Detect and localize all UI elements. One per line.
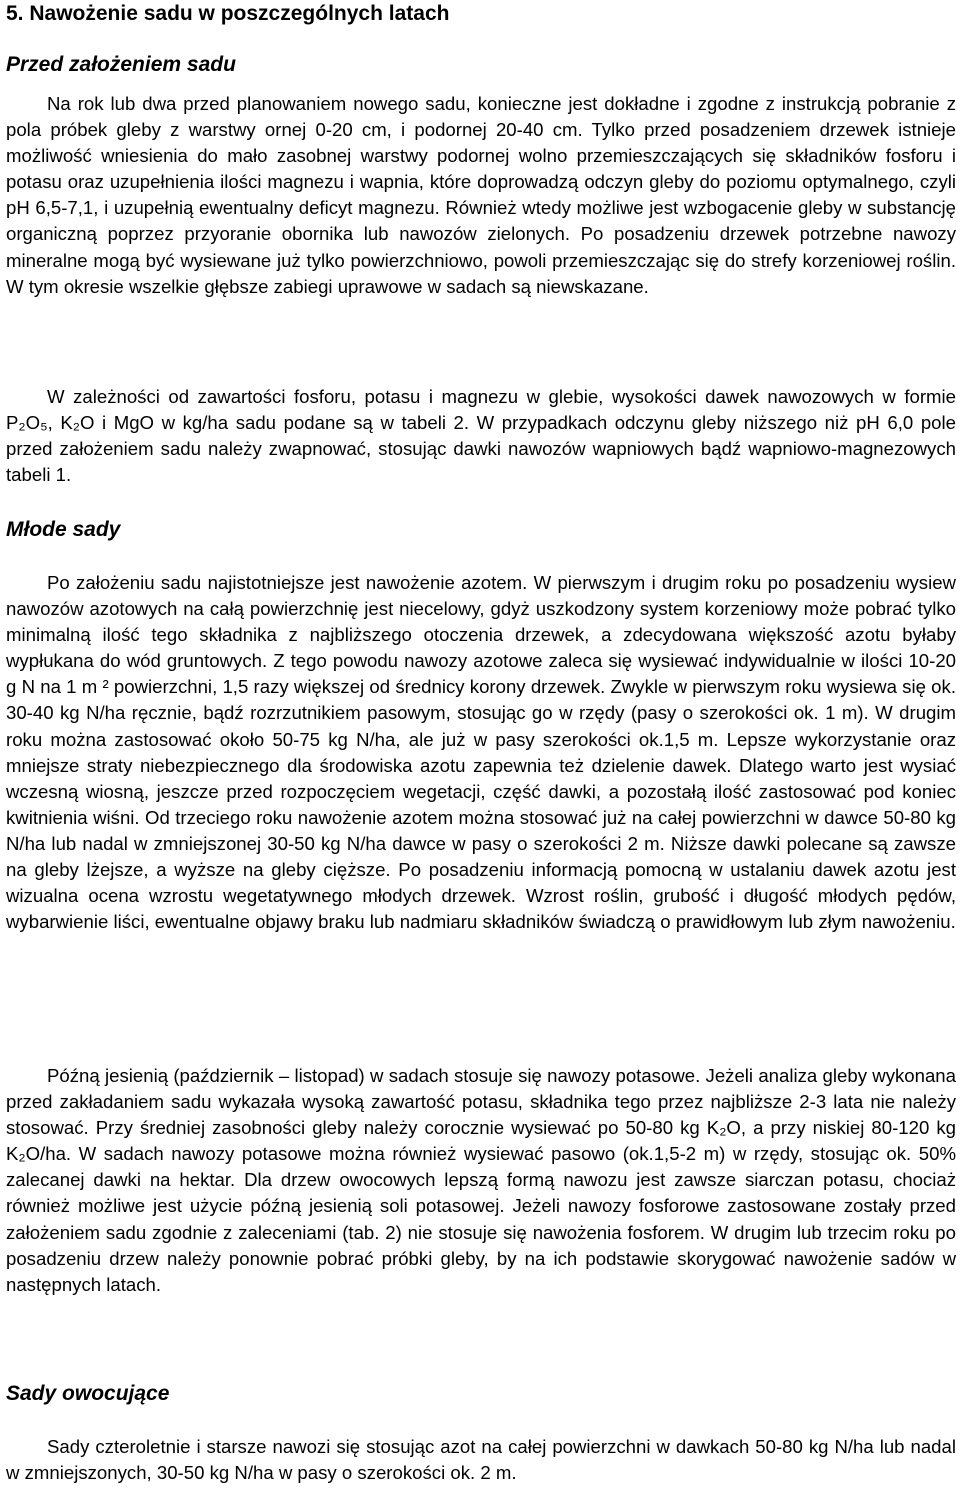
paragraph-mlode-2: Późną jesienią (październik – listopad) w sadach stosuje się nawozy potasowe. Jeżeli analiza gleby wykonana przed zakładaniem sadu wykazała wysoką zawartość potasu, składnika tego przez najbliższe 2-3 lata nie należy stosować. Przy średniej zasobności gleby należy corocznie wysiewać po 50-80 kg K₂O, a przy niskiej 80-120 kg K₂O/ha. W sadach nawozy potasowe można również wysiewać pasowo (ok.1,5-2 m) w rzędy, stosując ok. 50% zalecanej dawki na hektar. Dla drzew owocowych lepszą formą nawozu jest zawsze siarczan potasu, chociaż również możliwe jest użycie późną jesienią soli potasowej. Jeżeli nawozy fosforowe zastosowane zostały przed założeniem sadu zgodnie z zaleceniami (tab. 2) nie stosuje się nawożenia fosforem. W drugim lub trzecim roku po posadzeniu drzew należy ponownie pobrać próbki gleby, by na ich podstawie skorygować nawożenie sadów w następnych latach.: [6, 1065, 956, 1295]
subsection-title-przed-zalozeniem: Przed założeniem sadu: [6, 53, 236, 76]
subsection-title-sady-owocujace: Sady owocujące: [6, 1382, 170, 1405]
paragraph-owocujace-1: Sady czteroletnie i starsze nawozi się stosując azot na całej powierzchni w dawkach 50-80 kg N/ha lub nadal w zmniejszonych, 30-50 kg N/ha w pasy o szerokości ok. 2 m.: [6, 1436, 956, 1484]
paragraph-przed-2: W zależności od zawartości fosforu, potasu i magnezu w glebie, wysokości dawek nawozowych w formie P₂O₅, K₂O i MgO w kg/ha sadu podane są w tabeli 2. W przypadkach odczynu gleby niższego niż pH 6,0 pole przed założeniem sadu należy zwapnować, stosując dawki nawozów wapniowych bądź wapniowo-magnezowych tabeli 1.: [6, 386, 956, 486]
subsection-title-mlode-sady: Młode sady: [6, 518, 121, 541]
paragraph-mlode-1: Po założeniu sadu najistotniejsze jest nawożenie azotem. W pierwszym i drugim roku po posadzeniu wysiew nawozów azotowych na całą powierzchnię jest niecelowy, gdyż uszkodzony system korzeniowy może pobrać tylko minimalną ilość tego składnika z najbliższego otoczenia drzewek, a zdecydowana większość azotu byłaby wypłukana do wód gruntowych. Z tego powodu nawozy azotowe zaleca się wysiewać indywidualnie w ilości 10-20 g N na 1 m ² powierzchni, 1,5 razy większej od średnicy korony drzewek. Zwykle w pierwszym roku wysiewa się ok. 30-40 kg N/ha ręcznie, bądź rozrzutnikiem pasowym, stosując go w rzędy (pasy o szerokości ok. 1 m). W drugim roku można zastosować około 50-75 kg N/ha, ale już w pasy szerokości ok.1,5 m. Lepsze wykorzystanie oraz mniejsze straty niebezpiecznego dla środowiska azotu zapewnia też dzielenie dawek. Dlatego warto jest wysiać wczesną wiosną, jeszcze przed rozpoczęciem wegetacji, część dawki, a pozostałą ilość zastosować pod koniec kwitnienia wiśni. Od trzeciego roku nawożenie azotem można stosować już na całej powierzchni w dawce 50-80 kg N/ha lub nadal w zmniejszonej 30-50 kg N/ha dawce w pasy o szerokości 2 m. Niższe dawki polecane są zawsze na gleby lżejsze, a wyższe na gleby cięższe. Po posadzeniu informacją pomocną w ustalaniu dawek azotu jest wizualna ocena wzrostu wegetatywnego młodych drzewek. Wzrost roślin, grubość i długość młodych pędów, wybarwienie liści, ewentualne objawy braku lub nadmiaru składników świadczą o prawidłowym lub złym nawożeniu.: [6, 572, 956, 933]
paragraph-przed-1: Na rok lub dwa przed planowaniem nowego sadu, konieczne jest dokładne i zgodne z instrukcją pobranie z pola próbek gleby z warstwy ornej 0-20 cm, i podornej 20-40 cm. Tylko przed posadzeniem drzewek istnieje możliwość wniesienia do mało zasobnej warstwy podornej wolno przemieszczających się składników fosforu i potasu oraz uzupełnienia ilości magnezu i wapnia, które doprowadzą odczyn gleby do poziomu optymalnego, czyli pH 6,5-7,1, i uzupełnią ewentualny deficyt magnezu. Również wtedy możliwe jest wzbogacenie gleby w substancję organiczną poprzez przyoranie obornika lub nawozów zielonych. Po posadzeniu drzewek potrzebne nawozy mineralne mogą być wysiewane już tylko powierzchniowo, powoli przemieszczając się do strefy korzeniowej roślin. W tym okresie wszelkie głębsze zabiegi uprawowe w sadach są niewskazane.: [6, 93, 956, 297]
section-title: 5. Nawożenie sadu w poszczególnych latach: [6, 2, 450, 25]
